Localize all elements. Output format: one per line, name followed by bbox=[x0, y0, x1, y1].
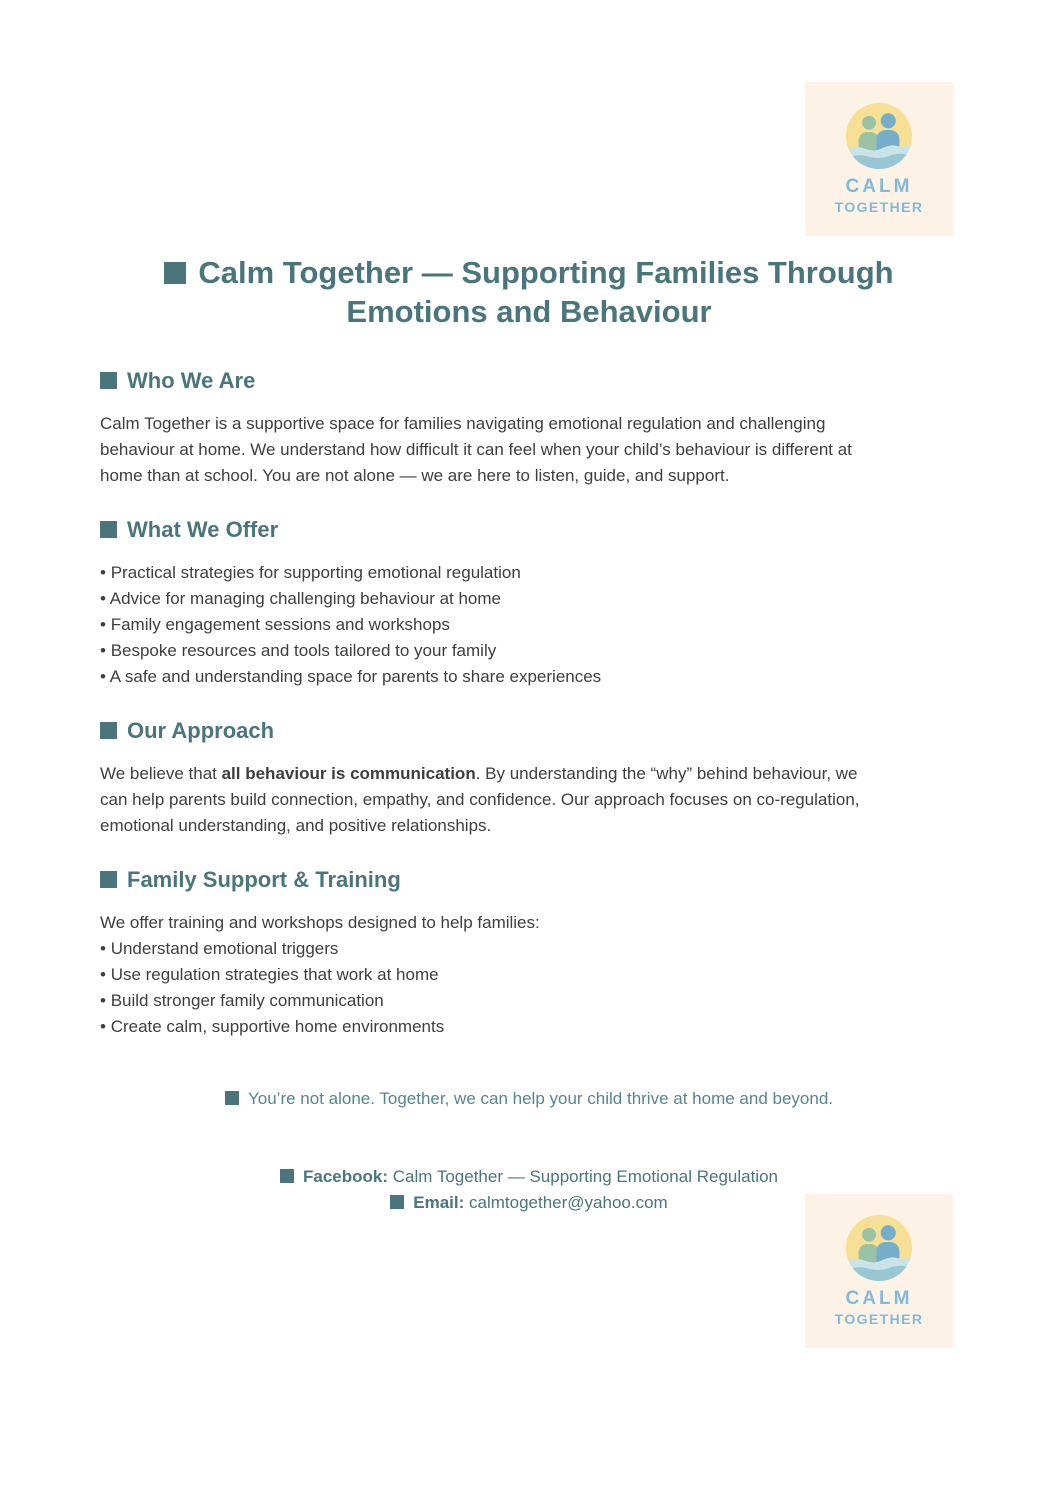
page-title-line1 bbox=[55, 253, 1003, 292]
list-item: • Bespoke resources and tools tailored to your family bbox=[100, 638, 958, 664]
square-bullet-icon bbox=[164, 262, 186, 284]
document-content bbox=[0, 367, 1058, 1216]
logo-emblem-icon bbox=[846, 1215, 912, 1281]
section-heading-family-support bbox=[100, 866, 958, 893]
section-what-we-offer bbox=[100, 516, 958, 690]
section-heading-what-we-offer bbox=[100, 516, 958, 543]
email-value: calmtogether@yahoo.com bbox=[464, 1193, 668, 1212]
list-item: • Family engagement sessions and workshops bbox=[100, 612, 958, 638]
person-left-head bbox=[862, 1227, 876, 1241]
family-support-intro: We offer training and workshops designed to help families: bbox=[100, 913, 540, 932]
section-our-approach bbox=[100, 717, 958, 839]
paragraph-text: We believe that bbox=[100, 764, 222, 783]
bold-text: all behaviour is communication bbox=[221, 764, 476, 783]
section-who-we-are bbox=[100, 367, 958, 489]
our-approach-paragraph bbox=[100, 761, 958, 839]
section-heading-text: Who We Are bbox=[127, 368, 256, 393]
family-support-list bbox=[100, 936, 958, 1040]
logo-wordmark-together: TOGETHER bbox=[834, 198, 924, 215]
contact-facebook-line bbox=[100, 1164, 958, 1190]
list-item: • Understand emotional triggers bbox=[100, 936, 958, 962]
quote-line bbox=[100, 1086, 958, 1112]
logo-calm-together-top bbox=[805, 82, 953, 236]
square-bullet-icon bbox=[100, 722, 117, 739]
offer-list bbox=[100, 560, 958, 690]
logo-wordmark-together: TOGETHER bbox=[834, 1310, 924, 1327]
logo-emblem-icon bbox=[846, 103, 912, 169]
page-title-text1: Calm Together — Supporting Families Through bbox=[198, 255, 894, 290]
person-left-head bbox=[862, 115, 876, 129]
section-heading-text: What We Offer bbox=[127, 517, 279, 542]
who-we-are-paragraph bbox=[100, 411, 958, 489]
person-right-head bbox=[881, 1225, 896, 1240]
section-heading-who-we-are bbox=[100, 367, 958, 394]
square-bullet-icon bbox=[100, 521, 117, 538]
square-bullet-icon bbox=[100, 871, 117, 888]
paragraph-line: emotional understanding, and positive relationships. bbox=[100, 816, 492, 835]
list-item: • Use regulation strategies that work at home bbox=[100, 962, 958, 988]
list-item: • A safe and understanding space for parents to share experiences bbox=[100, 664, 958, 690]
square-bullet-icon bbox=[390, 1195, 404, 1209]
logo-wordmark-calm: CALM bbox=[845, 175, 913, 197]
facebook-label: Facebook: bbox=[303, 1167, 389, 1186]
paragraph-line: Calm Together is a supportive space for families navigating emotional regulation and challenging bbox=[100, 414, 826, 433]
paragraph-line: behaviour at home. We understand how difficult it can feel when your child’s behaviour is different at bbox=[100, 440, 852, 459]
facebook-value: Calm Together — Supporting Emotional Regulation bbox=[388, 1167, 778, 1186]
paragraph-line: can help parents build connection, empathy, and confidence. Our approach focuses on co-regulation, bbox=[100, 790, 860, 809]
section-heading-our-approach bbox=[100, 717, 958, 744]
section-heading-text: Family Support & Training bbox=[127, 867, 401, 892]
paragraph-line: home than at school. You are not alone — we are here to listen, guide, and support. bbox=[100, 466, 730, 485]
list-item: • Build stronger family communication bbox=[100, 988, 958, 1014]
paragraph-text: . By understanding the “why” behind behaviour, we bbox=[475, 764, 858, 783]
page-title-line2: Emotions and Behaviour bbox=[346, 294, 712, 329]
paragraph-line bbox=[100, 761, 958, 787]
list-item: • Practical strategies for supporting emotional regulation bbox=[100, 560, 958, 586]
list-item: • Advice for managing challenging behaviour at home bbox=[100, 586, 958, 612]
person-right-head bbox=[881, 113, 896, 128]
logo-wordmark-calm: CALM bbox=[845, 1287, 913, 1309]
email-label: Email: bbox=[413, 1193, 465, 1212]
square-bullet-icon bbox=[225, 1091, 239, 1105]
list-item: • Create calm, supportive home environments bbox=[100, 1014, 958, 1040]
logo-calm-together-bottom bbox=[805, 1194, 953, 1348]
square-bullet-icon bbox=[100, 372, 117, 389]
square-bullet-icon bbox=[280, 1169, 294, 1183]
section-family-support-training bbox=[100, 866, 958, 1040]
section-heading-text: Our Approach bbox=[127, 718, 275, 743]
quote-text: You’re not alone. Together, we can help your child thrive at home and beyond. bbox=[247, 1089, 833, 1108]
